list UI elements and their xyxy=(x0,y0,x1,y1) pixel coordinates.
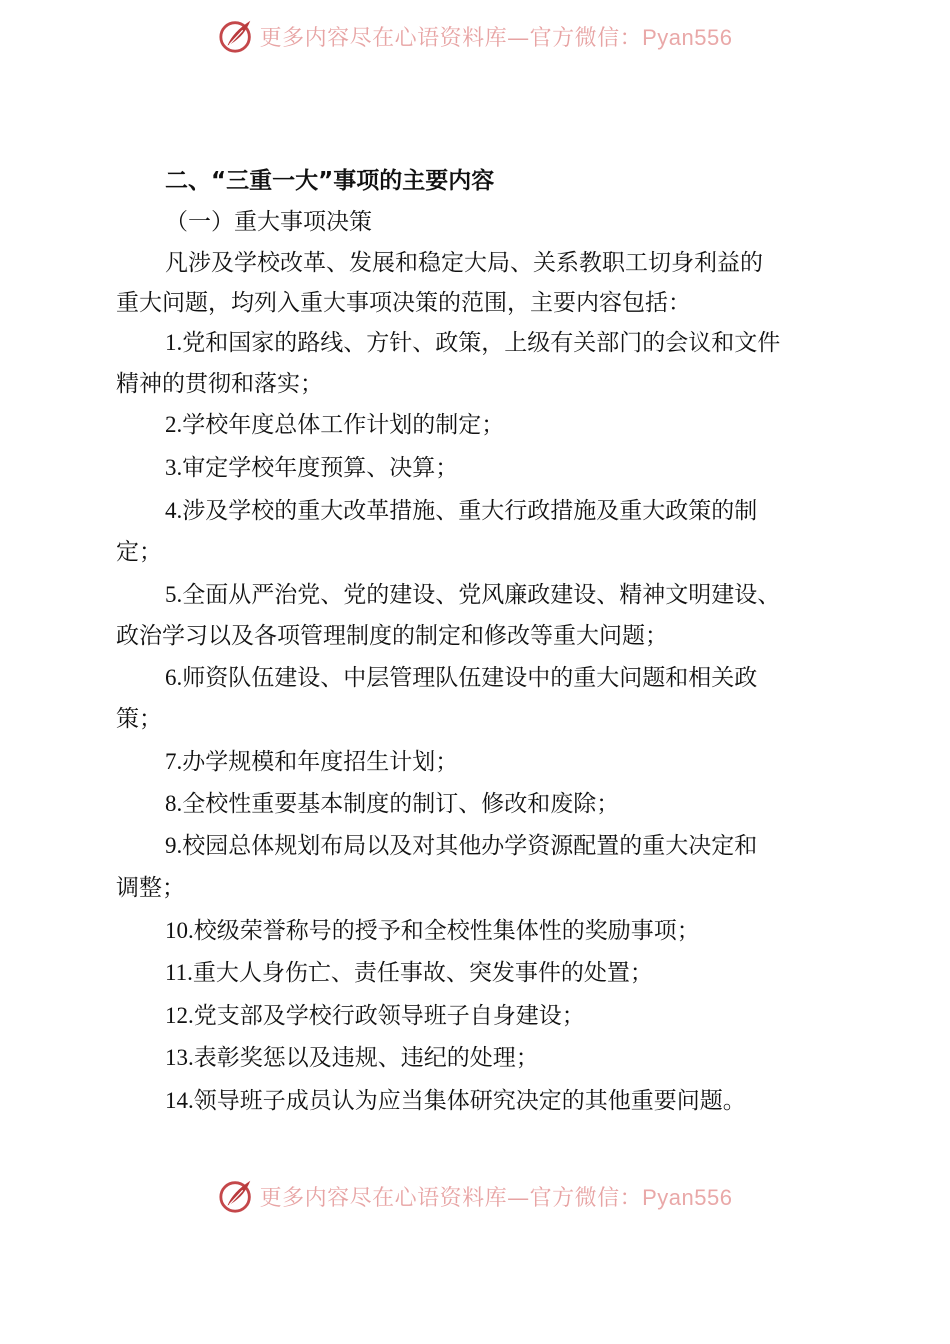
list-item: 10.校级荣誉称号的授予和全校性集体性的奖励事项； xyxy=(165,918,700,944)
list-item: 5.全面从严治党、党的建设、党风廉政建设、精神文明建设、 xyxy=(165,582,781,608)
watermark-account: Pyan556 xyxy=(642,1184,733,1210)
list-item: 13.表彰奖惩以及违规、违纪的处理； xyxy=(165,1045,539,1071)
list-item: 6.师资队伍建设、中层管理队伍建设中的重大问题和相关政 xyxy=(165,665,758,691)
list-item-continuation: 定； xyxy=(116,539,162,565)
watermark-site-text: 更多内容尽在心语资料库—官方微信： xyxy=(259,1185,643,1211)
list-item: 12.党支部及学校行政领导班子自身建设； xyxy=(165,1003,585,1029)
intro-line-1: 凡涉及学校改革、发展和稳定大局、关系教职工切身利益的 xyxy=(165,250,763,276)
subsection-heading: （一）重大事项决策 xyxy=(165,209,372,235)
list-item: 3.审定学校年度预算、决算； xyxy=(165,455,459,481)
list-item: 11.重大人身伤亡、责任事故、突发事件的处置； xyxy=(165,960,653,986)
quill-circle-logo-icon xyxy=(218,1177,256,1215)
footer-watermark xyxy=(0,1174,950,1218)
section-heading: 二、“三重一大”事项的主要内容 xyxy=(165,168,495,194)
list-item-continuation: 调整； xyxy=(116,875,185,901)
list-item: 4.涉及学校的重大改革措施、重大行政措施及重大政策的制 xyxy=(165,498,758,524)
list-item-continuation: 策； xyxy=(116,706,162,732)
watermark-site-text: 更多内容尽在心语资料库—官方微信： xyxy=(259,25,643,51)
list-item-continuation: 政治学习以及各项管理制度的制定和修改等重大问题； xyxy=(116,623,668,649)
list-item: 14.领导班子成员认为应当集体研究决定的其他重要问题。 xyxy=(165,1088,746,1114)
list-item-continuation: 精神的贯彻和落实； xyxy=(116,371,323,397)
list-item: 1.党和国家的路线、方针、政策，上级有关部门的会议和文件 xyxy=(165,330,781,356)
intro-line-2: 重大问题，均列入重大事项决策的范围，主要内容包括： xyxy=(116,290,691,316)
list-item: 9.校园总体规划布局以及对其他办学资源配置的重大决定和 xyxy=(165,833,758,859)
list-item: 2.学校年度总体工作计划的制定； xyxy=(165,412,505,438)
list-item: 7.办学规模和年度招生计划； xyxy=(165,749,459,775)
watermark-account: Pyan556 xyxy=(642,24,733,50)
list-item: 8.全校性重要基本制度的制订、修改和废除； xyxy=(165,791,620,817)
